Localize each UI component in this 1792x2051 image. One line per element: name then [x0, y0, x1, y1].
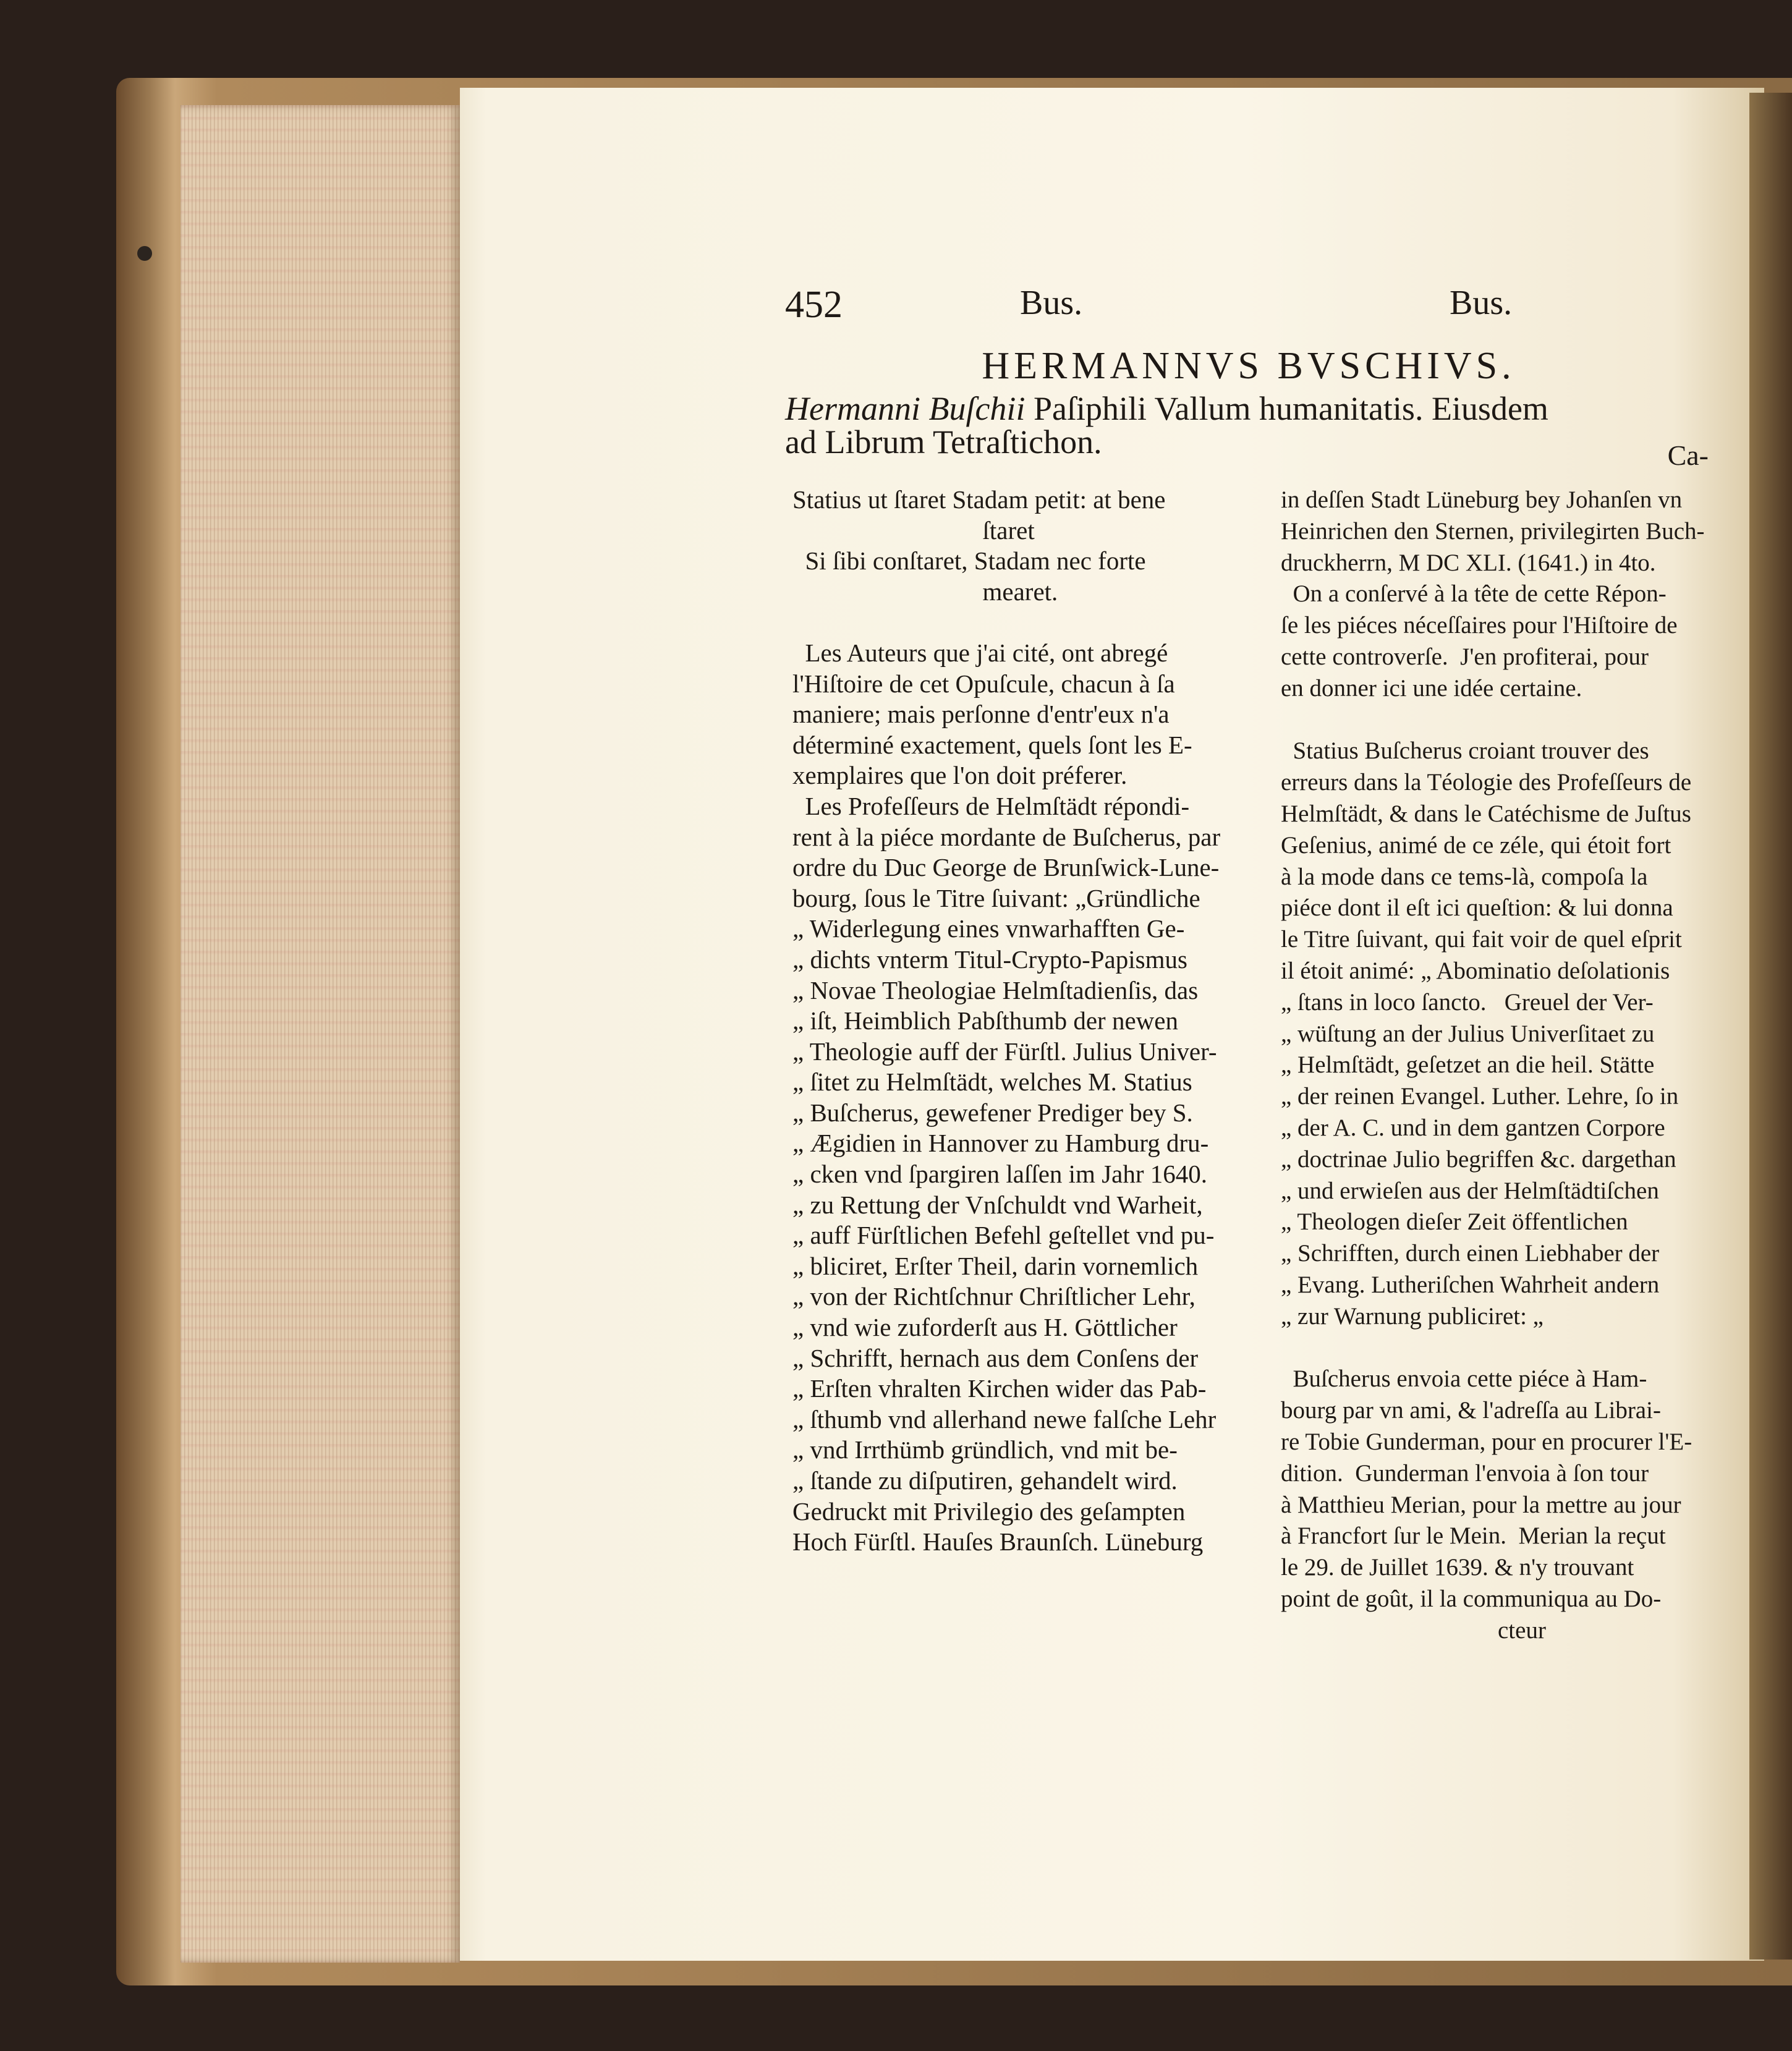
- text-line: „ der reinen Evangel. Luther. Lehre, ſo in: [1281, 1083, 1679, 1110]
- text-line: l'Hiſtoire de cet Opuſcule, chacun à ſa: [792, 669, 1175, 698]
- text-line: „ Buſcherus, gewefener Prediger bey S.: [792, 1098, 1193, 1127]
- text-line: cteur: [1281, 1616, 1546, 1644]
- text-line: „ Ægidien in Hannover zu Hamburg dru-: [792, 1129, 1209, 1158]
- text-line: [1281, 1333, 1713, 1364]
- book-title-author: Hermanni Buſchii: [785, 390, 1026, 427]
- running-head-left: Bus.: [1020, 284, 1083, 322]
- text-line: le 29. de Juillet 1639. & n'y trouvant: [1281, 1554, 1634, 1581]
- catchword: Ca-: [1667, 440, 1709, 471]
- text-line: piéce dont il eſt ici queſtion: & lui donna: [1281, 894, 1673, 922]
- book-title-rest: Paſiphili Vallum humanitatis. Eiusdem: [1025, 390, 1548, 427]
- text-line: Statius ut ſtaret Stadam petit: at bene: [792, 485, 1166, 514]
- text-line: cette controverſe. J'en profiterai, pour: [1281, 643, 1649, 670]
- text-line: „ Theologie auff der Fürſtl. Julius Univer-: [792, 1037, 1217, 1066]
- page-fore-edge: [180, 105, 460, 1963]
- running-head-right: Bus.: [1450, 284, 1513, 322]
- text-line: mearet.: [792, 577, 1058, 606]
- text-line: en donner ici une idée certaine.: [1281, 674, 1582, 702]
- text-line: On a conſervé à la tête de cette Répon-: [1281, 580, 1667, 608]
- text-line: le Titre ſuivant, qui fait voir de quel eſprit: [1281, 926, 1682, 953]
- text-line: „ Schrifften, durch einen Liebhaber der: [1281, 1240, 1660, 1267]
- text-line: bourg par vn ami, & l'adreſſa au Librai-: [1281, 1397, 1661, 1424]
- text-line: druckherrn, M DC XLI. (1641.) in 4to.: [1281, 549, 1656, 576]
- text-line: ſtaret: [792, 516, 1035, 545]
- text-line: „ doctrinae Julio begriffen &c. dargethan: [1281, 1145, 1676, 1173]
- text-line: re Tobie Gunderman, pour en procurer l'E-: [1281, 1428, 1692, 1455]
- text-line: „ von der Richtſchnur Chriſtlicher Lehr,: [792, 1282, 1195, 1311]
- text-line: Gedruckt mit Privilegio des geſampten: [792, 1497, 1186, 1526]
- text-line: maniere; mais perſonne d'entr'eux n'a: [792, 700, 1170, 729]
- text-line: „ vnd Irrthümb gründlich, vnd mit be-: [792, 1435, 1178, 1464]
- text-line: in deſſen Stadt Lüneburg bey Johanſen vn: [1281, 486, 1683, 513]
- text-line: Si ſibi conſtaret, Stadam nec forte: [792, 546, 1146, 575]
- text-line: „ Erſten vhralten Kirchen wider das Pab-: [792, 1374, 1207, 1403]
- text-line: Buſcherus envoia cette piéce à Ham-: [1281, 1365, 1647, 1393]
- text-line: „ wüſtung an der Julius Univerſitaet zu: [1281, 1020, 1655, 1047]
- text-line: il étoit animé: „ Abominatio deſolationis: [1281, 957, 1670, 984]
- text-line: „ Novae Theologiae Helmſtadienſis, das: [792, 975, 1199, 1004]
- text-line: ſe les piéces néceſſaires pour l'Hiſtoire de: [1281, 612, 1678, 639]
- text-line: déterminé exactement, quels ſont les E-: [792, 730, 1192, 759]
- text-line: [1281, 705, 1713, 736]
- right-column: [1281, 485, 1713, 1646]
- text-line: Heinrichen den Sternen, privilegirten Buch-: [1281, 517, 1705, 545]
- cover-nail-mark: [137, 246, 152, 261]
- text-line: „ ſthumb vnd allerhand newe falſche Lehr: [792, 1404, 1217, 1433]
- text-line: point de goût, il la communiqua au Do-: [1281, 1585, 1662, 1612]
- text-line: bourg, ſous le Titre ſuivant: „Gründliche: [792, 883, 1200, 912]
- text-line: „ Schrifft, hernach aus dem Conſens der: [792, 1343, 1199, 1372]
- book-title-line-2: ad Librum Tetraſtichon.: [785, 423, 1102, 461]
- text-line: „ Helmſtädt, geſetzet an die heil. Stätte: [1281, 1051, 1655, 1079]
- text-line: „ bliciret, Erſter Theil, darin vornemlich: [792, 1251, 1199, 1280]
- text-line: „ Theologen dieſer Zeit öffentlichen: [1281, 1208, 1628, 1236]
- page-header: [785, 283, 1712, 333]
- left-column: [792, 485, 1260, 1558]
- text-line: „ ſitet zu Helmſtädt, welches M. Statius: [792, 1068, 1192, 1097]
- text-line: Helmſtädt, & dans le Catéchisme de Juſtus: [1281, 800, 1691, 827]
- text-line: „ Widerlegung eines vnwarhafften Ge-: [792, 914, 1185, 943]
- text-line: Hoch Fürſtl. Hauſes Braunſch. Lüneburg: [792, 1527, 1204, 1556]
- text-line: à Matthieu Merian, pour la mettre au jour: [1281, 1491, 1681, 1518]
- text-line: Statius Buſcherus croiant trouver des: [1281, 737, 1649, 765]
- text-line: Geſenius, animé de ce zéle, qui étoit fort: [1281, 831, 1671, 859]
- text-line: „ auff Fürſtlichen Befehl geſtellet vnd pu-: [792, 1221, 1215, 1250]
- text-line: „ Evang. Lutheriſchen Wahrheit andern: [1281, 1271, 1660, 1298]
- text-line: à la mode dans ce tems-là, compoſa la: [1281, 863, 1648, 890]
- page-number: 452: [785, 284, 843, 326]
- section-heading: HERMANNVS BVSCHIVS.: [982, 345, 1516, 387]
- book-title-line-1: [785, 389, 1712, 427]
- text-line: „ der A. C. und in dem gantzen Corpore: [1281, 1114, 1665, 1141]
- text-line: rent à la piéce mordante de Buſcherus, par: [792, 822, 1221, 851]
- text-line: dition. Gunderman l'envoia à ſon tour: [1281, 1459, 1649, 1487]
- text-line: „ iſt, Heimblich Pabſthumb der newen: [792, 1006, 1178, 1035]
- text-line: „ zur Warnung publiciret: „: [1281, 1302, 1544, 1330]
- text-line: Les Profeſſeurs de Helmſtädt répondi-: [792, 791, 1190, 820]
- text-line: ordre du Duc George de Brunſwick-Lune-: [792, 853, 1220, 882]
- text-line: Les Auteurs que j'ai cité, ont abregé: [792, 638, 1168, 667]
- text-line: erreurs dans la Téologie des Profeſſeurs de: [1281, 769, 1692, 796]
- text-line: „ dichts vnterm Titul-Crypto-Papismus: [792, 945, 1187, 974]
- text-line: „ cken vnd ſpargiren laſſen im Jahr 1640.: [792, 1160, 1207, 1189]
- text-line: „ vnd wie zuforderſt aus H. Göttlicher: [792, 1313, 1178, 1342]
- text-line: [792, 607, 1260, 638]
- facing-page-edge: [1749, 93, 1792, 1960]
- text-line: à Francfort ſur le Mein. Merian la reçut: [1281, 1522, 1666, 1550]
- text-line: „ zu Rettung der Vnſchuldt vnd Warheit,: [792, 1190, 1203, 1219]
- text-line: „ und erwieſen aus der Helmſtädtiſchen: [1281, 1177, 1659, 1204]
- text-line: „ ſtande zu diſputiren, gehandelt wird.: [792, 1466, 1178, 1495]
- text-line: „ ſtans in loco ſancto. Greuel der Ver-: [1281, 988, 1654, 1016]
- text-line: xemplaires que l'on doit préferer.: [792, 761, 1127, 790]
